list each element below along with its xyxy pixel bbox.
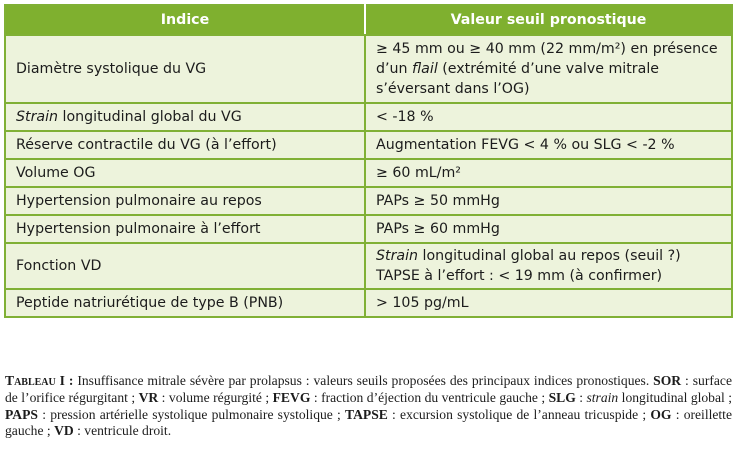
cell-valeur: < -18 % (365, 103, 732, 131)
column-header-valeur: Valeur seuil pronostique (365, 5, 732, 35)
cell-valeur: > 105 pg/mL (365, 289, 732, 317)
abbr-def: : excursion systolique de l’anneau tricuspide ; (387, 406, 651, 422)
table-row (5, 215, 732, 243)
cell-indice: Hypertension pulmonaire à l’effort (5, 215, 365, 243)
cell-indice: Réserve contractile du VG (à l’effort) (5, 131, 365, 159)
abbr-key: SLG (548, 389, 576, 405)
cell-indice: Peptide natriurétique de type B (PNB) (5, 289, 365, 317)
abbr-def: : volume régurgité ; (158, 389, 273, 405)
abbr-key: VR (138, 389, 159, 405)
cell-indice: Volume OG (5, 159, 365, 187)
table-header-row (5, 5, 732, 35)
table-row (5, 103, 732, 131)
cell-indice (5, 103, 365, 131)
cell-valeur-italic: Strain (376, 248, 419, 264)
cell-valeur (365, 243, 732, 289)
caption-label: Tableau I : (5, 373, 74, 388)
abbr-def: : fraction d’éjection du ventricule gauche ; (310, 389, 549, 405)
abbr-def-italic: strain (586, 389, 619, 405)
abbr-def: : (575, 389, 587, 405)
abbr-key: PAPS (5, 406, 38, 422)
abbr-key: FEVG (272, 389, 311, 405)
abbr-def: : oreillette gauche ; (5, 406, 732, 439)
abbr-def: : pression artérielle systolique pulmonaire systolique ; (37, 406, 346, 422)
cell-valeur-text-2: (extrémité d’une valve mitrale s’éversant dans l’OG) (376, 61, 659, 97)
cell-valeur: ≥ 60 mL/m² (365, 159, 732, 187)
abbr-def: : ventricule droit. (73, 423, 172, 439)
table-row (5, 131, 732, 159)
abbr-key: VD (54, 423, 74, 439)
cell-indice-text: longitudinal global du VG (58, 109, 242, 125)
cell-valeur: PAPs ≥ 60 mmHg (365, 215, 732, 243)
abbr-def: : surface de l’orifice régurgitant ; (5, 373, 732, 405)
abbr-key: SOR (653, 373, 682, 388)
prognostic-thresholds-table (4, 4, 733, 318)
table-row (5, 187, 732, 215)
abbr-key: TAPSE (345, 406, 388, 422)
abbr-key: OG (650, 406, 672, 422)
cell-indice: Fonction VD (5, 243, 365, 289)
cell-valeur: PAPs ≥ 50 mmHg (365, 187, 732, 215)
abbr-def: longitudinal global ; (618, 389, 733, 405)
cell-indice: Hypertension pulmonaire au repos (5, 187, 365, 215)
table-row (5, 289, 732, 317)
cell-valeur-text-2: TAPSE à l’effort : < 19 mm (à confirmer) (376, 268, 663, 284)
column-header-indice: Indice (5, 5, 365, 35)
cell-valeur: Augmentation FEVG < 4 % ou SLG < -2 % (365, 131, 732, 159)
table-row (5, 35, 732, 103)
cell-valeur-text: ≥ 45 mm ou ≥ 40 mm (22 mm/m²) en présence d’un (376, 41, 718, 77)
cell-indice: Diamètre systolique du VG (5, 35, 365, 103)
table-row (5, 243, 732, 289)
caption-intro: Insuffisance mitrale sévère par prolapsus : valeurs seuils proposées des principaux indices pronostiques. (73, 373, 654, 388)
table-row (5, 159, 732, 187)
cell-valeur-text: longitudinal global au repos (seuil ?) (418, 248, 681, 264)
cell-indice-italic: Strain (16, 109, 59, 125)
cell-valeur-italic: flail (412, 61, 438, 77)
table-caption (5, 373, 732, 440)
cell-valeur (365, 35, 732, 103)
